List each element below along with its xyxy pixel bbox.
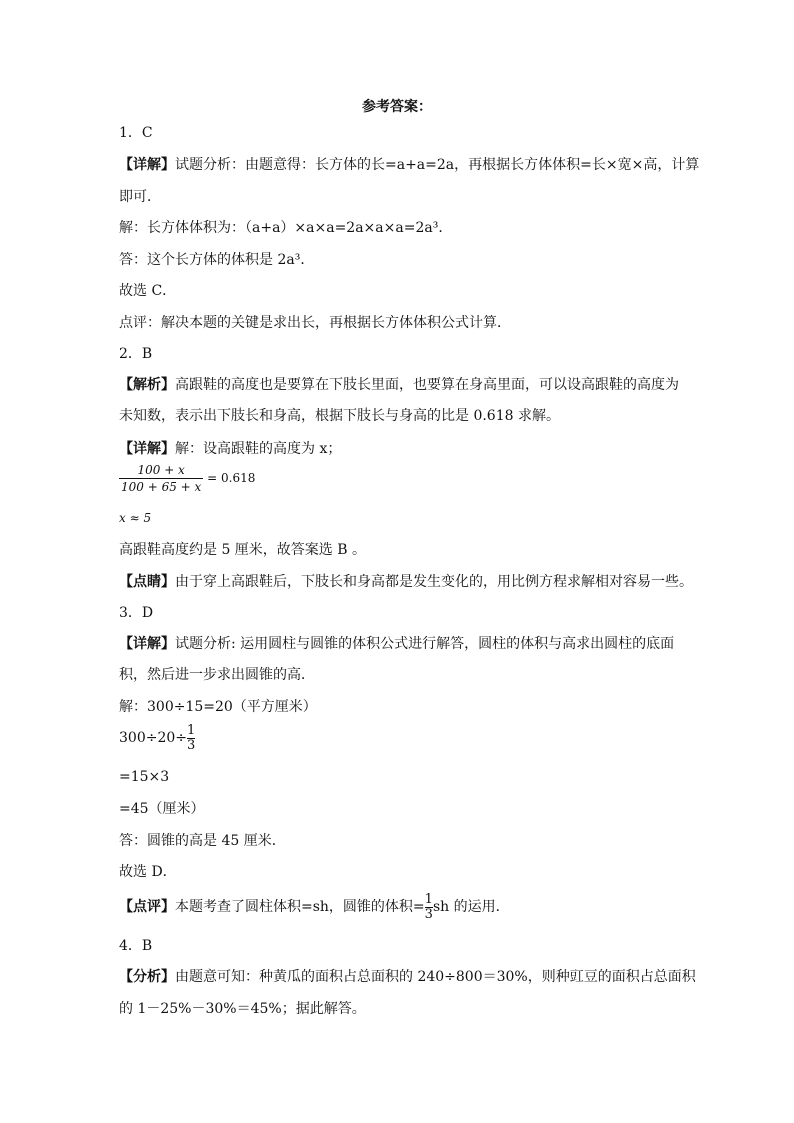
q2-approx: x ≈ 5 [119, 511, 152, 525]
q2-line3-text: 解：设高跟鞋的高度为 x； [175, 441, 342, 457]
q3-line9-num: 1 [424, 891, 433, 907]
q2-line3 [119, 439, 341, 459]
q3-tag-comment: 【点评】 [119, 899, 175, 915]
q2-line5-text: 由于穿上高跟鞋后，下肢长和身高都是发生变化的，用比例方程求解相对容易一些。 [175, 574, 693, 590]
q1-line6: 点评：解决本题的关键是求出长，再根据长方体体积公式计算． [119, 315, 511, 331]
q2-fraction-rhs: = 0.618 [207, 471, 256, 485]
q2-head: 2．B [119, 346, 153, 362]
q3-line9-den: 3 [424, 906, 433, 922]
q3-line9 [119, 890, 510, 924]
q3-head: 3．D [119, 605, 154, 621]
q3-line6: =45（厘米） [119, 801, 205, 817]
q1-line1-text: 试题分析：由题意得：长方体的长=a+a=2a，再根据长方体体积=长×宽×高，计算 [175, 157, 700, 173]
q3-tag: 【详解】 [119, 636, 175, 652]
q4-line1 [119, 967, 696, 987]
q3-line9-text: 本题考查了圆柱体积=sh，圆锥的体积= [175, 899, 425, 915]
q1-line5: 故选 C． [119, 283, 177, 299]
q3-line4-fraction [187, 724, 195, 753]
q1-tag: 【详解】 [119, 157, 175, 173]
q3-line4-den: 3 [187, 737, 196, 753]
q2-fraction [119, 462, 203, 495]
q1-line2: 即可． [119, 189, 161, 205]
q3-line1-text: 试题分析: 运用圆柱与圆锥的体积公式进行解答，圆柱的体积与高求出圆柱的底面 [175, 636, 675, 652]
q3-line7: 答：圆锥的高是 45 厘米． [119, 833, 286, 849]
q2-tag-analysis: 【解析】 [119, 377, 175, 393]
q1-head: 1．C [119, 125, 153, 141]
q2-line1 [119, 375, 679, 395]
q4-head: 4．B [119, 938, 153, 954]
q1-line4: 答：这个长方体的体积是 2a³． [119, 252, 315, 268]
q3-line5: =15×3 [119, 769, 170, 785]
q3-line9-post: sh 的运用． [432, 899, 510, 915]
q4-tag: 【分析】 [119, 969, 175, 985]
q3-line8: 故选 D． [119, 864, 177, 880]
q2-fraction-den: 100 + 65 + x [121, 480, 202, 494]
q2-tag-tip: 【点睛】 [119, 574, 175, 590]
q4-line2: 的 1－25%－30%＝45%；据此解答。 [119, 1001, 366, 1017]
q1-line3: 解：长方体体积为：（a+a）×a×a=2a×a×a=2a³． [119, 220, 453, 236]
q3-line4-text: 300÷20÷ [119, 730, 187, 746]
q1-line1 [119, 155, 699, 175]
q2-fraction-num: 100 + x [119, 462, 203, 479]
q2-line1-text: 高跟鞋的高度也是要算在下肢长里面，也要算在身高里面，可以设高跟鞋的高度为 [175, 377, 679, 393]
q2-line2: 未知数，表示出下肢长和身高，根据下肢长与身高的比是 0.618 求解。 [119, 408, 560, 424]
q3-line3: 解：300÷15=20（平方厘米） [119, 699, 317, 715]
q3-line2: 积，然后进一步求出圆锥的高． [119, 667, 315, 683]
q3-line4 [119, 721, 195, 755]
page-title: 参考答案： [362, 99, 432, 115]
q2-tag-detail: 【详解】 [119, 441, 175, 457]
q2-equation [119, 462, 255, 495]
q2-line5 [119, 572, 693, 592]
q3-line9-fraction [425, 893, 433, 922]
q2-line4: 高跟鞋高度约是 5 厘米，故答案选 B 。 [119, 542, 366, 558]
q3-line1 [119, 634, 674, 654]
q4-line1-text: 由题意可知：种黄瓜的面积占总面积的 240÷800＝30%，则种豇豆的面积占总面积 [175, 969, 696, 985]
q3-line4-num: 1 [187, 722, 196, 738]
